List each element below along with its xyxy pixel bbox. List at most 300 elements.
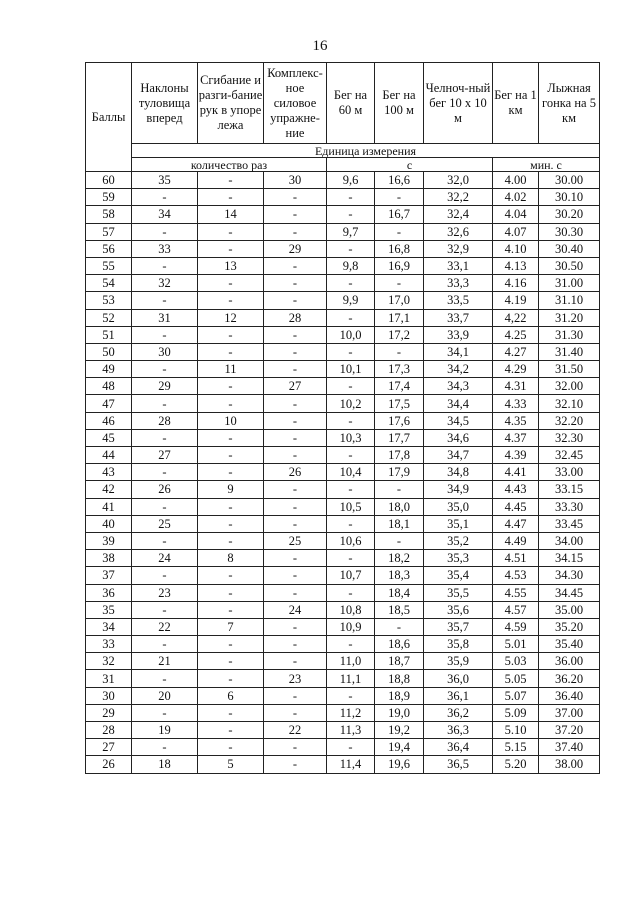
cell-shuttle-run: 35,8 xyxy=(424,636,493,653)
cell-trunk-bend: - xyxy=(132,464,198,481)
cell-run-1km: 5.07 xyxy=(493,687,539,704)
cell-run-100m: - xyxy=(375,189,424,206)
cell-ski-5km: 31.40 xyxy=(539,343,600,360)
cell-strength-complex: - xyxy=(264,395,327,412)
cell-run-60m: 9,8 xyxy=(327,257,375,274)
cell-trunk-bend: 29 xyxy=(132,378,198,395)
table-row xyxy=(86,326,600,343)
cell-run-1km: 4.00 xyxy=(493,172,539,189)
cell-score: 33 xyxy=(86,636,132,653)
cell-strength-complex: 28 xyxy=(264,309,327,326)
cell-strength-complex: - xyxy=(264,429,327,446)
cell-run-1km: 4.59 xyxy=(493,618,539,635)
cell-run-60m: 9,9 xyxy=(327,292,375,309)
cell-push-ups: - xyxy=(198,343,264,360)
cell-run-60m: 10,6 xyxy=(327,532,375,549)
cell-push-ups: - xyxy=(198,722,264,739)
cell-trunk-bend: 32 xyxy=(132,275,198,292)
table-row xyxy=(86,429,600,446)
cell-run-100m: 19,0 xyxy=(375,704,424,721)
cell-ski-5km: 37.40 xyxy=(539,739,600,756)
cell-push-ups: - xyxy=(198,704,264,721)
cell-run-100m: 18,3 xyxy=(375,567,424,584)
cell-ski-5km: 31.00 xyxy=(539,275,600,292)
cell-run-60m: - xyxy=(327,515,375,532)
cell-run-100m: 18,5 xyxy=(375,601,424,618)
cell-shuttle-run: 34,6 xyxy=(424,429,493,446)
cell-strength-complex: - xyxy=(264,275,327,292)
cell-strength-complex: - xyxy=(264,361,327,378)
cell-run-60m: 10,1 xyxy=(327,361,375,378)
cell-shuttle-run: 34,1 xyxy=(424,343,493,360)
cell-shuttle-run: 34,7 xyxy=(424,447,493,464)
cell-push-ups: - xyxy=(198,189,264,206)
table-row xyxy=(86,447,600,464)
cell-score: 37 xyxy=(86,567,132,584)
cell-score: 27 xyxy=(86,739,132,756)
cell-score: 59 xyxy=(86,189,132,206)
cell-run-60m: 10,4 xyxy=(327,464,375,481)
cell-run-100m: 19,6 xyxy=(375,756,424,773)
cell-run-100m: 16,9 xyxy=(375,257,424,274)
cell-trunk-bend: - xyxy=(132,567,198,584)
cell-run-100m: 17,7 xyxy=(375,429,424,446)
cell-trunk-bend: - xyxy=(132,670,198,687)
cell-push-ups: - xyxy=(198,567,264,584)
cell-ski-5km: 36.00 xyxy=(539,653,600,670)
cell-run-1km: 4.51 xyxy=(493,550,539,567)
cell-ski-5km: 33.30 xyxy=(539,498,600,515)
cell-run-60m: 10,8 xyxy=(327,601,375,618)
cell-shuttle-run: 36,1 xyxy=(424,687,493,704)
cell-ski-5km: 31.10 xyxy=(539,292,600,309)
cell-ski-5km: 34.00 xyxy=(539,532,600,549)
cell-shuttle-run: 32,6 xyxy=(424,223,493,240)
cell-strength-complex: - xyxy=(264,206,327,223)
cell-score: 49 xyxy=(86,361,132,378)
cell-strength-complex: - xyxy=(264,223,327,240)
cell-ski-5km: 32.00 xyxy=(539,378,600,395)
table-row xyxy=(86,515,600,532)
cell-run-100m: - xyxy=(375,223,424,240)
cell-trunk-bend: - xyxy=(132,636,198,653)
cell-ski-5km: 33.00 xyxy=(539,464,600,481)
cell-trunk-bend: 26 xyxy=(132,481,198,498)
cell-trunk-bend: 24 xyxy=(132,550,198,567)
unit-count: количество раз xyxy=(132,158,327,172)
cell-run-60m: - xyxy=(327,240,375,257)
cell-shuttle-run: 32,9 xyxy=(424,240,493,257)
table-row xyxy=(86,395,600,412)
cell-run-1km: 4.53 xyxy=(493,567,539,584)
header-push-ups: Сгибание и разги-бание рук в упоре лежа xyxy=(198,63,264,144)
cell-trunk-bend: - xyxy=(132,223,198,240)
table-row xyxy=(86,412,600,429)
cell-score: 30 xyxy=(86,687,132,704)
cell-run-60m: - xyxy=(327,584,375,601)
cell-score: 45 xyxy=(86,429,132,446)
cell-run-1km: 4.10 xyxy=(493,240,539,257)
cell-push-ups: - xyxy=(198,292,264,309)
cell-ski-5km: 32.20 xyxy=(539,412,600,429)
cell-run-1km: 4.33 xyxy=(493,395,539,412)
cell-trunk-bend: 23 xyxy=(132,584,198,601)
cell-run-1km: 4.16 xyxy=(493,275,539,292)
cell-strength-complex: - xyxy=(264,292,327,309)
table-row xyxy=(86,670,600,687)
cell-run-100m: 17,0 xyxy=(375,292,424,309)
cell-strength-complex: - xyxy=(264,343,327,360)
cell-run-60m: - xyxy=(327,739,375,756)
cell-run-1km: 4.47 xyxy=(493,515,539,532)
cell-shuttle-run: 34,2 xyxy=(424,361,493,378)
cell-run-100m: 17,6 xyxy=(375,412,424,429)
cell-trunk-bend: 34 xyxy=(132,206,198,223)
cell-push-ups: 5 xyxy=(198,756,264,773)
cell-run-100m: 16,7 xyxy=(375,206,424,223)
cell-run-60m: 11,4 xyxy=(327,756,375,773)
cell-score: 36 xyxy=(86,584,132,601)
cell-strength-complex: 26 xyxy=(264,464,327,481)
cell-run-1km: 4.07 xyxy=(493,223,539,240)
cell-run-100m: 17,5 xyxy=(375,395,424,412)
cell-shuttle-run: 35,9 xyxy=(424,653,493,670)
table-row xyxy=(86,532,600,549)
cell-ski-5km: 37.00 xyxy=(539,704,600,721)
cell-trunk-bend: - xyxy=(132,704,198,721)
header-run-1km: Бег на 1 км xyxy=(493,63,539,144)
cell-shuttle-run: 35,1 xyxy=(424,515,493,532)
cell-run-1km: 4.35 xyxy=(493,412,539,429)
cell-score: 42 xyxy=(86,481,132,498)
cell-score: 53 xyxy=(86,292,132,309)
cell-run-100m: 18,2 xyxy=(375,550,424,567)
cell-ski-5km: 35.00 xyxy=(539,601,600,618)
cell-run-100m: 17,1 xyxy=(375,309,424,326)
unit-seconds: с xyxy=(327,158,493,172)
cell-run-60m: - xyxy=(327,206,375,223)
cell-push-ups: - xyxy=(198,584,264,601)
cell-trunk-bend: 27 xyxy=(132,447,198,464)
table-body xyxy=(86,172,600,774)
cell-ski-5km: 33.15 xyxy=(539,481,600,498)
units-title: Единица измерения xyxy=(132,144,600,158)
cell-run-60m: 11,1 xyxy=(327,670,375,687)
cell-ski-5km: 36.40 xyxy=(539,687,600,704)
cell-score: 52 xyxy=(86,309,132,326)
cell-trunk-bend: 18 xyxy=(132,756,198,773)
cell-trunk-bend: - xyxy=(132,601,198,618)
cell-shuttle-run: 34,4 xyxy=(424,395,493,412)
cell-strength-complex: - xyxy=(264,515,327,532)
cell-run-100m: - xyxy=(375,532,424,549)
cell-trunk-bend: - xyxy=(132,395,198,412)
cell-trunk-bend: 21 xyxy=(132,653,198,670)
cell-run-60m: 10,7 xyxy=(327,567,375,584)
cell-run-1km: 4.43 xyxy=(493,481,539,498)
cell-shuttle-run: 34,3 xyxy=(424,378,493,395)
table-row xyxy=(86,189,600,206)
cell-trunk-bend: 25 xyxy=(132,515,198,532)
cell-run-60m: - xyxy=(327,687,375,704)
cell-run-60m: 11,3 xyxy=(327,722,375,739)
table-row xyxy=(86,653,600,670)
cell-run-60m: 10,5 xyxy=(327,498,375,515)
cell-run-100m: 17,9 xyxy=(375,464,424,481)
cell-push-ups: 6 xyxy=(198,687,264,704)
cell-shuttle-run: 36,0 xyxy=(424,670,493,687)
header-strength-complex: Комплекс-ное силовое упражне-ние xyxy=(264,63,327,144)
cell-trunk-bend: 19 xyxy=(132,722,198,739)
cell-run-1km: 4.49 xyxy=(493,532,539,549)
cell-ski-5km: 36.20 xyxy=(539,670,600,687)
cell-run-60m: - xyxy=(327,636,375,653)
cell-strength-complex: - xyxy=(264,687,327,704)
cell-strength-complex: - xyxy=(264,498,327,515)
table-row xyxy=(86,257,600,274)
cell-strength-complex: - xyxy=(264,481,327,498)
header-trunk-bend: Наклоны туловища вперед xyxy=(132,63,198,144)
header-ski-5km: Лыжная гонка на 5 км xyxy=(539,63,600,144)
cell-run-1km: 5.10 xyxy=(493,722,539,739)
cell-run-100m: 17,4 xyxy=(375,378,424,395)
cell-score: 50 xyxy=(86,343,132,360)
table-row xyxy=(86,481,600,498)
cell-shuttle-run: 36,5 xyxy=(424,756,493,773)
cell-strength-complex: - xyxy=(264,584,327,601)
cell-run-100m: 19,2 xyxy=(375,722,424,739)
cell-strength-complex: - xyxy=(264,447,327,464)
cell-trunk-bend: - xyxy=(132,532,198,549)
cell-run-60m: - xyxy=(327,412,375,429)
cell-shuttle-run: 35,0 xyxy=(424,498,493,515)
table-row xyxy=(86,739,600,756)
header-score: Баллы xyxy=(86,63,132,172)
cell-shuttle-run: 33,9 xyxy=(424,326,493,343)
cell-run-100m: 17,8 xyxy=(375,447,424,464)
cell-shuttle-run: 33,7 xyxy=(424,309,493,326)
cell-push-ups: 8 xyxy=(198,550,264,567)
cell-push-ups: 14 xyxy=(198,206,264,223)
cell-trunk-bend: 28 xyxy=(132,412,198,429)
cell-score: 28 xyxy=(86,722,132,739)
table-row xyxy=(86,618,600,635)
cell-push-ups: - xyxy=(198,601,264,618)
cell-score: 55 xyxy=(86,257,132,274)
cell-strength-complex: - xyxy=(264,618,327,635)
cell-run-1km: 4.55 xyxy=(493,584,539,601)
cell-strength-complex: - xyxy=(264,257,327,274)
cell-shuttle-run: 35,3 xyxy=(424,550,493,567)
cell-score: 39 xyxy=(86,532,132,549)
cell-strength-complex: - xyxy=(264,412,327,429)
cell-shuttle-run: 33,3 xyxy=(424,275,493,292)
cell-strength-complex: 22 xyxy=(264,722,327,739)
cell-trunk-bend: 20 xyxy=(132,687,198,704)
cell-run-1km: 4.29 xyxy=(493,361,539,378)
cell-run-60m: 9,7 xyxy=(327,223,375,240)
cell-run-60m: 10,0 xyxy=(327,326,375,343)
page-number: 16 xyxy=(312,38,328,54)
table-row xyxy=(86,361,600,378)
cell-trunk-bend: - xyxy=(132,326,198,343)
cell-shuttle-run: 36,3 xyxy=(424,722,493,739)
table-row xyxy=(86,636,600,653)
cell-trunk-bend: 33 xyxy=(132,240,198,257)
cell-run-1km: 4,22 xyxy=(493,309,539,326)
cell-ski-5km: 30.10 xyxy=(539,189,600,206)
cell-push-ups: - xyxy=(198,429,264,446)
cell-push-ups: - xyxy=(198,275,264,292)
cell-ski-5km: 30.20 xyxy=(539,206,600,223)
cell-ski-5km: 35.40 xyxy=(539,636,600,653)
cell-strength-complex: 25 xyxy=(264,532,327,549)
cell-strength-complex: - xyxy=(264,739,327,756)
cell-trunk-bend: - xyxy=(132,292,198,309)
cell-shuttle-run: 35,2 xyxy=(424,532,493,549)
cell-run-1km: 5.15 xyxy=(493,739,539,756)
cell-run-1km: 4.13 xyxy=(493,257,539,274)
cell-run-100m: 16,6 xyxy=(375,172,424,189)
cell-run-60m: 10,3 xyxy=(327,429,375,446)
cell-run-1km: 5.01 xyxy=(493,636,539,653)
table-row xyxy=(86,687,600,704)
cell-score: 56 xyxy=(86,240,132,257)
cell-push-ups: 9 xyxy=(198,481,264,498)
cell-shuttle-run: 32,4 xyxy=(424,206,493,223)
cell-shuttle-run: 34,8 xyxy=(424,464,493,481)
cell-run-1km: 4.19 xyxy=(493,292,539,309)
table-row xyxy=(86,378,600,395)
cell-push-ups: - xyxy=(198,498,264,515)
cell-run-1km: 4.31 xyxy=(493,378,539,395)
table-row xyxy=(86,343,600,360)
cell-strength-complex: - xyxy=(264,567,327,584)
cell-ski-5km: 32.10 xyxy=(539,395,600,412)
cell-score: 31 xyxy=(86,670,132,687)
table-row xyxy=(86,584,600,601)
cell-shuttle-run: 35,7 xyxy=(424,618,493,635)
cell-ski-5km: 31.50 xyxy=(539,361,600,378)
cell-strength-complex: - xyxy=(264,636,327,653)
cell-trunk-bend: - xyxy=(132,429,198,446)
table-row xyxy=(86,240,600,257)
cell-score: 26 xyxy=(86,756,132,773)
cell-score: 51 xyxy=(86,326,132,343)
cell-shuttle-run: 34,5 xyxy=(424,412,493,429)
unit-minsec: мин. с xyxy=(493,158,600,172)
cell-push-ups: - xyxy=(198,653,264,670)
cell-push-ups: - xyxy=(198,636,264,653)
table-row xyxy=(86,567,600,584)
cell-ski-5km: 37.20 xyxy=(539,722,600,739)
cell-trunk-bend: - xyxy=(132,361,198,378)
cell-run-100m: 18,6 xyxy=(375,636,424,653)
cell-trunk-bend: 35 xyxy=(132,172,198,189)
cell-ski-5km: 32.30 xyxy=(539,429,600,446)
cell-run-100m: 19,4 xyxy=(375,739,424,756)
cell-push-ups: 12 xyxy=(198,309,264,326)
cell-run-100m: 18,0 xyxy=(375,498,424,515)
cell-trunk-bend: 31 xyxy=(132,309,198,326)
cell-score: 47 xyxy=(86,395,132,412)
cell-run-100m: 18,9 xyxy=(375,687,424,704)
table-row xyxy=(86,292,600,309)
cell-strength-complex: 27 xyxy=(264,378,327,395)
cell-score: 58 xyxy=(86,206,132,223)
cell-shuttle-run: 33,5 xyxy=(424,292,493,309)
cell-shuttle-run: 32,2 xyxy=(424,189,493,206)
cell-shuttle-run: 32,0 xyxy=(424,172,493,189)
cell-run-60m: 9,6 xyxy=(327,172,375,189)
cell-score: 29 xyxy=(86,704,132,721)
cell-score: 35 xyxy=(86,601,132,618)
cell-run-60m: - xyxy=(327,447,375,464)
table-row xyxy=(86,464,600,481)
cell-run-60m: - xyxy=(327,343,375,360)
cell-shuttle-run: 35,4 xyxy=(424,567,493,584)
cell-score: 32 xyxy=(86,653,132,670)
table-row xyxy=(86,722,600,739)
cell-push-ups: - xyxy=(198,532,264,549)
cell-strength-complex: - xyxy=(264,326,327,343)
cell-ski-5km: 32.45 xyxy=(539,447,600,464)
cell-shuttle-run: 33,1 xyxy=(424,257,493,274)
cell-run-100m: 17,3 xyxy=(375,361,424,378)
cell-run-1km: 4.02 xyxy=(493,189,539,206)
cell-run-100m: 18,1 xyxy=(375,515,424,532)
cell-run-60m: - xyxy=(327,275,375,292)
cell-run-60m: - xyxy=(327,378,375,395)
cell-score: 41 xyxy=(86,498,132,515)
cell-score: 34 xyxy=(86,618,132,635)
cell-strength-complex: 24 xyxy=(264,601,327,618)
cell-run-100m: - xyxy=(375,618,424,635)
cell-push-ups: - xyxy=(198,395,264,412)
cell-run-60m: 11,0 xyxy=(327,653,375,670)
cell-run-100m: 16,8 xyxy=(375,240,424,257)
cell-ski-5km: 30.40 xyxy=(539,240,600,257)
cell-run-1km: 4.39 xyxy=(493,447,539,464)
cell-strength-complex: - xyxy=(264,653,327,670)
cell-push-ups: - xyxy=(198,515,264,532)
cell-run-1km: 4.45 xyxy=(493,498,539,515)
cell-push-ups: - xyxy=(198,172,264,189)
table-row xyxy=(86,704,600,721)
cell-run-60m: - xyxy=(327,481,375,498)
cell-push-ups: - xyxy=(198,670,264,687)
cell-ski-5km: 35.20 xyxy=(539,618,600,635)
cell-shuttle-run: 36,2 xyxy=(424,704,493,721)
cell-run-100m: - xyxy=(375,275,424,292)
cell-run-60m: 10,2 xyxy=(327,395,375,412)
cell-run-60m: - xyxy=(327,309,375,326)
cell-run-1km: 5.05 xyxy=(493,670,539,687)
cell-run-60m: - xyxy=(327,189,375,206)
cell-strength-complex: 23 xyxy=(264,670,327,687)
cell-ski-5km: 31.30 xyxy=(539,326,600,343)
cell-push-ups: - xyxy=(198,464,264,481)
cell-ski-5km: 34.45 xyxy=(539,584,600,601)
cell-shuttle-run: 35,5 xyxy=(424,584,493,601)
table-row xyxy=(86,498,600,515)
cell-run-60m: 10,9 xyxy=(327,618,375,635)
header-run-60m: Бег на 60 м xyxy=(327,63,375,144)
cell-run-1km: 4.04 xyxy=(493,206,539,223)
cell-run-100m: 18,8 xyxy=(375,670,424,687)
cell-score: 38 xyxy=(86,550,132,567)
cell-push-ups: 13 xyxy=(198,257,264,274)
